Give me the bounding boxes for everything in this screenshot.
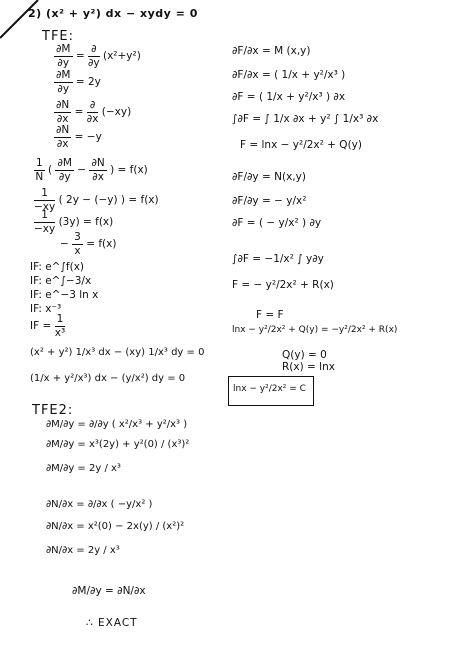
r3-num: 1	[34, 210, 55, 223]
dm-result-value: = 2y	[75, 76, 101, 88]
r2-rest: ( 2y − (−y) ) = f(x)	[58, 194, 159, 206]
r4-num: 3	[74, 231, 81, 243]
tfe2-dn-c: ∂N/∂x = 2y / x³	[46, 545, 120, 556]
h-step-4: R(x) = lnx	[282, 361, 335, 373]
f-step-1: ∂F/∂x = M (x,y)	[232, 45, 311, 57]
g-step-2: ∂F/∂y = − y/x²	[232, 195, 307, 207]
f-step-2: ∂F/∂x = ( 1/x + y²/x³ )	[232, 69, 346, 81]
h-step-3: Q(y) = 0	[282, 349, 327, 361]
d-num: ∂	[88, 44, 100, 57]
ratio-one: 1	[36, 157, 43, 169]
f-step-5: F = lnx − y²/2x² + Q(y)	[240, 139, 362, 151]
r2-den: −xy	[34, 200, 56, 213]
dn-dx-result	[54, 125, 102, 149]
tfe2-heading: TFE2:	[32, 403, 74, 418]
dm-expression: (x²+y²)	[102, 50, 141, 62]
dn-dx-derivation: $\frac{\partial N}{\partial x}$ = $\frac{\partial}{\partial x}$ (−xy)	[56, 99, 132, 125]
r3-rest: (3y) = f(x)	[58, 216, 114, 228]
dm-result-num: ∂M	[56, 69, 71, 81]
final-answer: lnx − y²/2x² = C	[233, 384, 306, 394]
h-step-2: lnx − y²/2x² + Q(y) = −y²/2x² + R(x)	[232, 325, 398, 335]
ratio-n: N	[35, 170, 44, 183]
tfe2-dn-a: ∂N/∂x = ∂/∂x ( −y/x² )	[46, 499, 153, 510]
dn-result-value: = −y	[74, 131, 102, 143]
ratio-equals: = f(x)	[117, 164, 148, 176]
dm-dy-derivation: $\frac{\partial M}{\partial y}$ = $\frac{\partial}{\partial y}$ (x²+y²)	[56, 43, 141, 69]
dn-d-num: ∂	[87, 100, 99, 113]
tfe2-dm-c: ∂M/∂y = 2y / x³	[46, 463, 121, 474]
if-final-num: 1	[56, 313, 64, 325]
ratio-dm: ∂M	[57, 157, 72, 169]
f-step-3: ∂F = ( 1/x + y²/x³ ) ∂x	[232, 91, 346, 103]
dn-num: ∂N	[56, 99, 70, 111]
dn-d-den: ∂x	[86, 112, 99, 125]
d-den: ∂y	[87, 56, 100, 69]
integrating-factor-ratio: $\frac{1}{N}$ ( $\frac{\partial M}{\partial y}$ − $\frac{\partial N}{\partial x}$ ) = f(x)	[35, 157, 148, 183]
dn-expression: (−xy)	[101, 106, 132, 118]
r4-minus: −	[60, 238, 69, 250]
tfe2-dn-b: ∂N/∂x = x²(0) − 2x(y) / (x²)²	[46, 521, 185, 532]
if-line-1: IF: e^∫f(x)	[30, 261, 85, 273]
dm-num: ∂M	[56, 43, 71, 55]
r2-num: 1	[34, 188, 55, 201]
g-step-4: ∫∂F = −1/x² ∫ y∂y	[232, 253, 324, 265]
dm-dy-result	[54, 70, 101, 94]
dm-den: ∂y	[57, 56, 70, 69]
if-line-2: IF: e^∫−3/x	[30, 275, 92, 287]
r3-den: −xy	[34, 222, 56, 235]
g-step-1: ∂F/∂y = N(x,y)	[232, 171, 306, 183]
ratio-step-2	[34, 188, 159, 212]
exact-conclusion: ∴ EXACT	[86, 617, 138, 629]
dm-result-den: ∂y	[57, 82, 70, 95]
if-final	[30, 314, 65, 338]
multiplied-equation-simplified: (1/x + y²/x³) dx − (y/x²) dy = 0	[30, 373, 186, 384]
f-step-4: ∫∂F = ∫ 1/x ∂x + y² ∫ 1/x³ ∂x	[232, 113, 379, 125]
tfe-heading: TFE:	[42, 29, 75, 44]
if-final-label: IF =	[30, 320, 52, 332]
ratio-dx: ∂x	[92, 170, 104, 183]
r4-den: x	[74, 244, 81, 257]
ratio-dy: ∂y	[58, 170, 71, 183]
g-step-5: F = − y²/2x² + R(x)	[232, 279, 334, 291]
multiplied-equation: (x² + y²) 1/x³ dx − (xy) 1/x³ dy = 0	[30, 347, 205, 358]
tfe2-dm-a: ∂M/∂y = ∂/∂y ( x²/x³ + y²/x³ )	[46, 419, 188, 430]
ratio-dn: ∂N	[91, 157, 105, 169]
exactness-check: ∂M/∂y = ∂N/∂x	[72, 585, 146, 597]
dn-result-den: ∂x	[56, 137, 69, 150]
h-step-1: F = F	[256, 309, 284, 321]
r4-rest: = f(x)	[86, 238, 117, 250]
ratio-step-4	[60, 232, 116, 256]
corner-fold-mark	[0, 0, 40, 40]
dn-result-num: ∂N	[56, 124, 70, 136]
if-line-3: IF: e^−3 ln x	[30, 289, 99, 301]
dn-den: ∂x	[56, 112, 69, 125]
problem-statement: 2) (x² + y²) dx − xydy = 0	[28, 7, 198, 20]
g-step-3: ∂F = ( − y/x² ) ∂y	[232, 217, 322, 229]
if-final-den: x³	[54, 326, 66, 339]
if-line-4: IF: x⁻³	[30, 303, 62, 315]
tfe2-dm-b: ∂M/∂y = x³(2y) + y²(0) / (x³)²	[46, 439, 190, 450]
